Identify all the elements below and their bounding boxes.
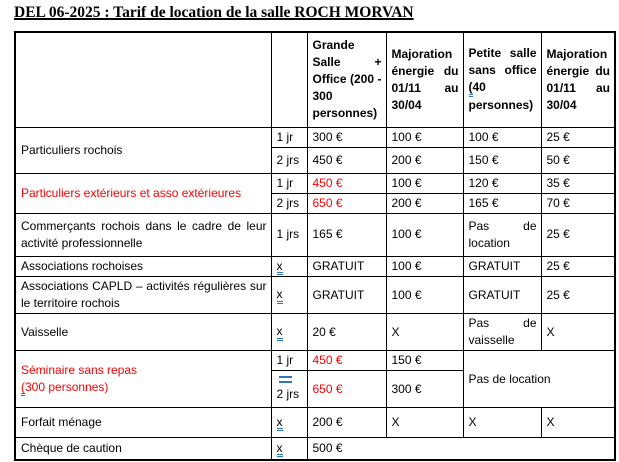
- revision-mark-icon: x: [277, 325, 283, 341]
- cell-duration: 1 jr: [271, 173, 307, 193]
- cell-grande-salle: GRATUIT: [307, 277, 386, 314]
- cell-grande-salle: 20 €: [307, 314, 386, 351]
- cell-majoration-2: 25 €: [541, 277, 615, 314]
- cell-grande-salle: 165 €: [307, 213, 386, 256]
- cell-petite-salle: 100 €: [463, 127, 541, 147]
- cell-caution-amount: 500 €: [307, 438, 615, 460]
- cell-grande-salle: 200 €: [307, 408, 386, 438]
- table-row: [15, 277, 615, 314]
- cell-duration: [271, 408, 307, 438]
- cell-duration: 1 jrs: [271, 213, 307, 256]
- cell-grande-salle: 300 €: [307, 127, 386, 147]
- revision-equals-icon: [279, 376, 292, 383]
- cell-grande-salle: 450 €: [307, 351, 386, 371]
- cell-majoration-2: 25 €: [541, 213, 615, 256]
- cell-duration: [271, 438, 307, 460]
- header-majoration-2: Majoration énergie du 01/11 au 30/04: [541, 32, 615, 127]
- table-row: [15, 127, 615, 147]
- row-label-associations-capld: Associations CAPLD – activités régulières sur le territoire rochois: [15, 277, 271, 314]
- cell-petite-salle: Pas de vaisselle: [463, 314, 541, 351]
- table-row: [15, 351, 615, 371]
- row-label-forfait-menage: Forfait ménage: [15, 408, 271, 438]
- cell-duration: 2 jrs: [271, 193, 307, 213]
- revision-mark-icon: x: [277, 260, 283, 276]
- cell-majoration-1: 100 €: [386, 127, 463, 147]
- header-petite-salle: Petite salle sans office (40 personnes): [463, 32, 541, 127]
- cell-duration: 2 jrs: [271, 371, 307, 408]
- cell-duration: [271, 314, 307, 351]
- cell-petite-salle: 120 €: [463, 173, 541, 193]
- cell-duration: 1 jr: [271, 351, 307, 371]
- table-row: [15, 314, 615, 351]
- cell-petite-salle: Pas de location: [463, 213, 541, 256]
- cell-majoration-2: X: [541, 408, 615, 438]
- cell-majoration-2: 25 €: [541, 256, 615, 277]
- cell-grande-salle: 650 €: [307, 371, 386, 408]
- cell-duration: 1 jr: [271, 127, 307, 147]
- cell-grande-salle: GRATUIT: [307, 256, 386, 277]
- row-label-cheque-caution: Chèque de caution: [15, 438, 271, 460]
- row-label-vaisselle: Vaisselle: [15, 314, 271, 351]
- cell-majoration-2: 70 €: [541, 193, 615, 213]
- header-majoration-1: Majoration énergie du 01/11 au 30/04: [386, 32, 463, 127]
- revision-mark-icon: x: [277, 442, 283, 458]
- row-label-particuliers-exterieurs: Particuliers extérieurs et asso extérieures: [15, 173, 271, 213]
- cell-majoration-2: 35 €: [541, 173, 615, 193]
- cell-majoration-1: 200 €: [386, 193, 463, 213]
- revision-mark-icon: x: [277, 416, 283, 432]
- cell-majoration-2: 50 €: [541, 147, 615, 173]
- cell-duration: 2 jrs: [271, 147, 307, 173]
- cell-duration: [271, 256, 307, 277]
- cell-majoration-2: X: [541, 314, 615, 351]
- cell-majoration-1: 100 €: [386, 173, 463, 193]
- cell-grande-salle: 650 €: [307, 193, 386, 213]
- row-label-commercants: Commerçants rochois dans le cadre de leur activité professionnelle: [15, 213, 271, 256]
- cell-majoration-1: 200 €: [386, 147, 463, 173]
- cell-majoration-1: 150 €: [386, 351, 463, 371]
- header-grande-salle: Grande Salle + Office (200 - 300 personnes): [307, 32, 386, 127]
- cell-majoration-1: 100 €: [386, 256, 463, 277]
- table-row: [15, 213, 615, 256]
- cell-majoration-2: 25 €: [541, 127, 615, 147]
- table-row: [15, 256, 615, 277]
- revision-mark-icon: (: [469, 81, 473, 97]
- cell-grande-salle: 450 €: [307, 173, 386, 193]
- cell-majoration-1: 100 €: [386, 213, 463, 256]
- revision-mark-icon: x: [277, 288, 283, 304]
- row-label-associations-rochoises: Associations rochoises: [15, 256, 271, 277]
- table-row: [15, 408, 615, 438]
- cell-majoration-1: X: [386, 314, 463, 351]
- cell-petite-salle: GRATUIT: [463, 277, 541, 314]
- table-row: [15, 173, 615, 193]
- cell-duration: [271, 277, 307, 314]
- table-row: [15, 438, 615, 460]
- header-row: [15, 32, 615, 127]
- cell-majoration-1: 300 €: [386, 371, 463, 408]
- cell-petite-salle: 150 €: [463, 147, 541, 173]
- document-title: DEL 06-2025 : Tarif de location de la salle ROCH MORVAN: [14, 4, 414, 21]
- header-label-col: [15, 32, 271, 127]
- cell-pas-de-location: Pas de location: [463, 351, 615, 408]
- row-label-particuliers-rochois: Particuliers rochois: [15, 127, 271, 173]
- cell-grande-salle: 450 €: [307, 147, 386, 173]
- cell-petite-salle: X: [463, 408, 541, 438]
- tarif-location-table: [14, 31, 616, 461]
- cell-petite-salle: 165 €: [463, 193, 541, 213]
- header-duration-col: [271, 32, 307, 127]
- cell-majoration-1: X: [386, 408, 463, 438]
- cell-petite-salle: GRATUIT: [463, 256, 541, 277]
- revision-mark-icon: (: [21, 381, 25, 397]
- cell-majoration-1: 100 €: [386, 277, 463, 314]
- row-label-seminaire: Séminaire sans repas (300 personnes): [15, 351, 271, 408]
